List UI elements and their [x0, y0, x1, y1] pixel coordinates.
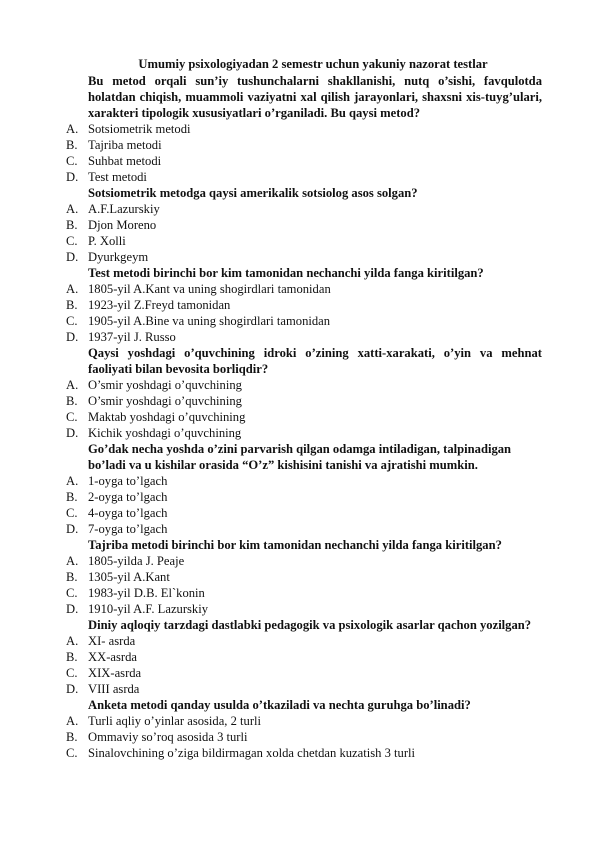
question-text: Anketa metodi qanday usulda o’tkaziladi va nechta guruhga bo’linadi?	[88, 698, 471, 712]
question-text: Diniy aqloqiy tarzdagi dastlabki pedagogik va psixologik asarlar qachon yozilgan?	[88, 618, 532, 632]
option-text: Djon Moreno	[88, 218, 157, 232]
option-letter: D.	[66, 250, 79, 264]
option-letter: B.	[66, 650, 78, 664]
question-block	[66, 185, 542, 265]
answer-option	[66, 217, 542, 233]
option-text: VIII asrda	[88, 682, 140, 696]
question-text: Tajriba metodi birinchi bor kim tamonidan nechanchi yilda fanga kiritilgan?	[88, 538, 502, 552]
answer-option	[66, 153, 542, 169]
option-letter: D.	[66, 602, 79, 616]
option-text: XI- asrda	[88, 634, 136, 648]
option-text: Maktab yoshdagi o’quvchining	[88, 410, 246, 424]
answer-option	[66, 313, 542, 329]
option-text: O’smir yoshdagi o’quvchining	[88, 378, 242, 392]
question-block	[66, 617, 542, 697]
answer-option	[66, 585, 542, 601]
question-text: Sotsiometrik metodga qaysi amerikalik sotsiolog asos solgan?	[88, 186, 418, 200]
answer-option	[66, 169, 542, 185]
option-letter: A.	[66, 554, 79, 568]
option-letter: B.	[66, 218, 78, 232]
answer-option	[66, 473, 542, 489]
question-text: Go’dak necha yoshda o’zini parvarish qilgan odamga intiladigan, talpinadigan bo’ladi va u kishilar orasida “O’z” kishisini tanishi va ajratishi mumkin.	[88, 442, 512, 472]
option-letter: C.	[66, 154, 78, 168]
answer-option	[66, 281, 542, 297]
option-letter: C.	[66, 234, 78, 248]
question-list	[66, 73, 542, 761]
answer-option	[66, 553, 542, 569]
option-text: Tajriba metodi	[88, 138, 162, 152]
answer-option	[66, 729, 542, 745]
option-letter: A.	[66, 282, 79, 296]
option-letter: B.	[66, 730, 78, 744]
answer-option	[66, 201, 542, 217]
option-text: Ommaviy so’roq asosida 3 turli	[88, 730, 248, 744]
option-letter: D.	[66, 522, 79, 536]
answer-option	[66, 681, 542, 697]
answer-option	[66, 233, 542, 249]
answer-option	[66, 329, 542, 345]
option-text: Kichik yoshdagi o’quvchining	[88, 426, 242, 440]
option-text: Suhbat metodi	[88, 154, 162, 168]
answer-option	[66, 393, 542, 409]
answer-option	[66, 121, 542, 137]
option-text: 1937-yil J. Russo	[88, 330, 176, 344]
document-title: Umumiy psixologiyadan 2 semestr uchun yakuniy nazorat testlar	[138, 57, 488, 71]
answer-option	[66, 601, 542, 617]
question-text: Test metodi birinchi bor kim tamonidan nechanchi yilda fanga kiritilgan?	[88, 266, 484, 280]
question-block	[66, 697, 542, 761]
option-letter: D.	[66, 170, 79, 184]
answer-option	[66, 489, 542, 505]
option-text: O’smir yoshdagi o’quvchining	[88, 394, 242, 408]
question-block	[66, 345, 542, 441]
answer-option	[66, 745, 542, 761]
option-text: 7-oyga to’lgach	[88, 522, 168, 536]
answer-option	[66, 297, 542, 313]
question-block	[66, 537, 542, 617]
option-text: Sinalovchining o’ziga bildirmagan xolda chetdan kuzatish 3 turli	[88, 746, 416, 760]
option-text: Turli aqliy o’yinlar asosida, 2 turli	[88, 714, 262, 728]
option-letter: D.	[66, 330, 79, 344]
option-letter: A.	[66, 378, 79, 392]
question-block	[66, 73, 542, 185]
option-letter: B.	[66, 138, 78, 152]
answer-option	[66, 137, 542, 153]
option-text: Dyurkgeym	[88, 250, 149, 264]
answer-option	[66, 633, 542, 649]
option-letter: C.	[66, 586, 78, 600]
option-letter: B.	[66, 298, 78, 312]
question-block	[66, 441, 542, 537]
option-letter: B.	[66, 570, 78, 584]
option-text: 4-oyga to’lgach	[88, 506, 168, 520]
answer-option	[66, 409, 542, 425]
option-text: P. Xolli	[88, 234, 126, 248]
option-text: 1983-yil D.B. El`konin	[88, 586, 205, 600]
option-letter: D.	[66, 426, 79, 440]
option-letter: A.	[66, 474, 79, 488]
answer-option	[66, 649, 542, 665]
answer-option	[66, 249, 542, 265]
option-letter: A.	[66, 634, 79, 648]
option-letter: A.	[66, 122, 79, 136]
option-text: 1910-yil A.F. Lazurskiy	[88, 602, 209, 616]
option-letter: D.	[66, 682, 79, 696]
question-block	[66, 265, 542, 345]
answer-option	[66, 713, 542, 729]
option-letter: C.	[66, 746, 78, 760]
question-text: Bu metod orqali sun’iy tushunchalarni shakllanishi, nutq o’sishi, favqulotda holatdan chiqish, muammoli vaziyatni xal qilish jarayonlari, shaxsni xis-tuyg’ulari, xarakteri tipologik xususiyatlari o’rganiladi. Bu qaysi metod?	[88, 74, 542, 120]
option-text: 2-oyga to’lgach	[88, 490, 168, 504]
option-letter: B.	[66, 394, 78, 408]
option-text: 1905-yil A.Bine va uning shogirdlari tamonidan	[88, 314, 331, 328]
option-letter: A.	[66, 202, 79, 216]
option-letter: C.	[66, 314, 78, 328]
option-letter: B.	[66, 490, 78, 504]
option-text: Test metodi	[88, 170, 147, 184]
option-letter: C.	[66, 410, 78, 424]
answer-option	[66, 425, 542, 441]
option-text: XIX-asrda	[88, 666, 142, 680]
option-text: 1305-yil A.Kant	[88, 570, 170, 584]
option-text: 1805-yilda J. Peaje	[88, 554, 185, 568]
answer-option	[66, 569, 542, 585]
option-text: 1923-yil Z.Freyd tamonidan	[88, 298, 231, 312]
option-text: Sotsiometrik metodi	[88, 122, 191, 136]
option-text: XX-asrda	[88, 650, 137, 664]
answer-option	[66, 521, 542, 537]
answer-option	[66, 377, 542, 393]
answer-option	[66, 665, 542, 681]
option-letter: C.	[66, 506, 78, 520]
option-text: A.F.Lazurskiy	[88, 202, 160, 216]
question-text: Qaysi yoshdagi o’quvchining idroki o’zining xatti-xarakati, o’yin va mehnat faoliyati bilan bevosita borliqdir?	[88, 346, 542, 376]
option-text: 1805-yil A.Kant va uning shogirdlari tamonidan	[88, 282, 331, 296]
option-letter: A.	[66, 714, 79, 728]
answer-option	[66, 505, 542, 521]
option-letter: C.	[66, 666, 78, 680]
option-text: 1-oyga to’lgach	[88, 474, 168, 488]
